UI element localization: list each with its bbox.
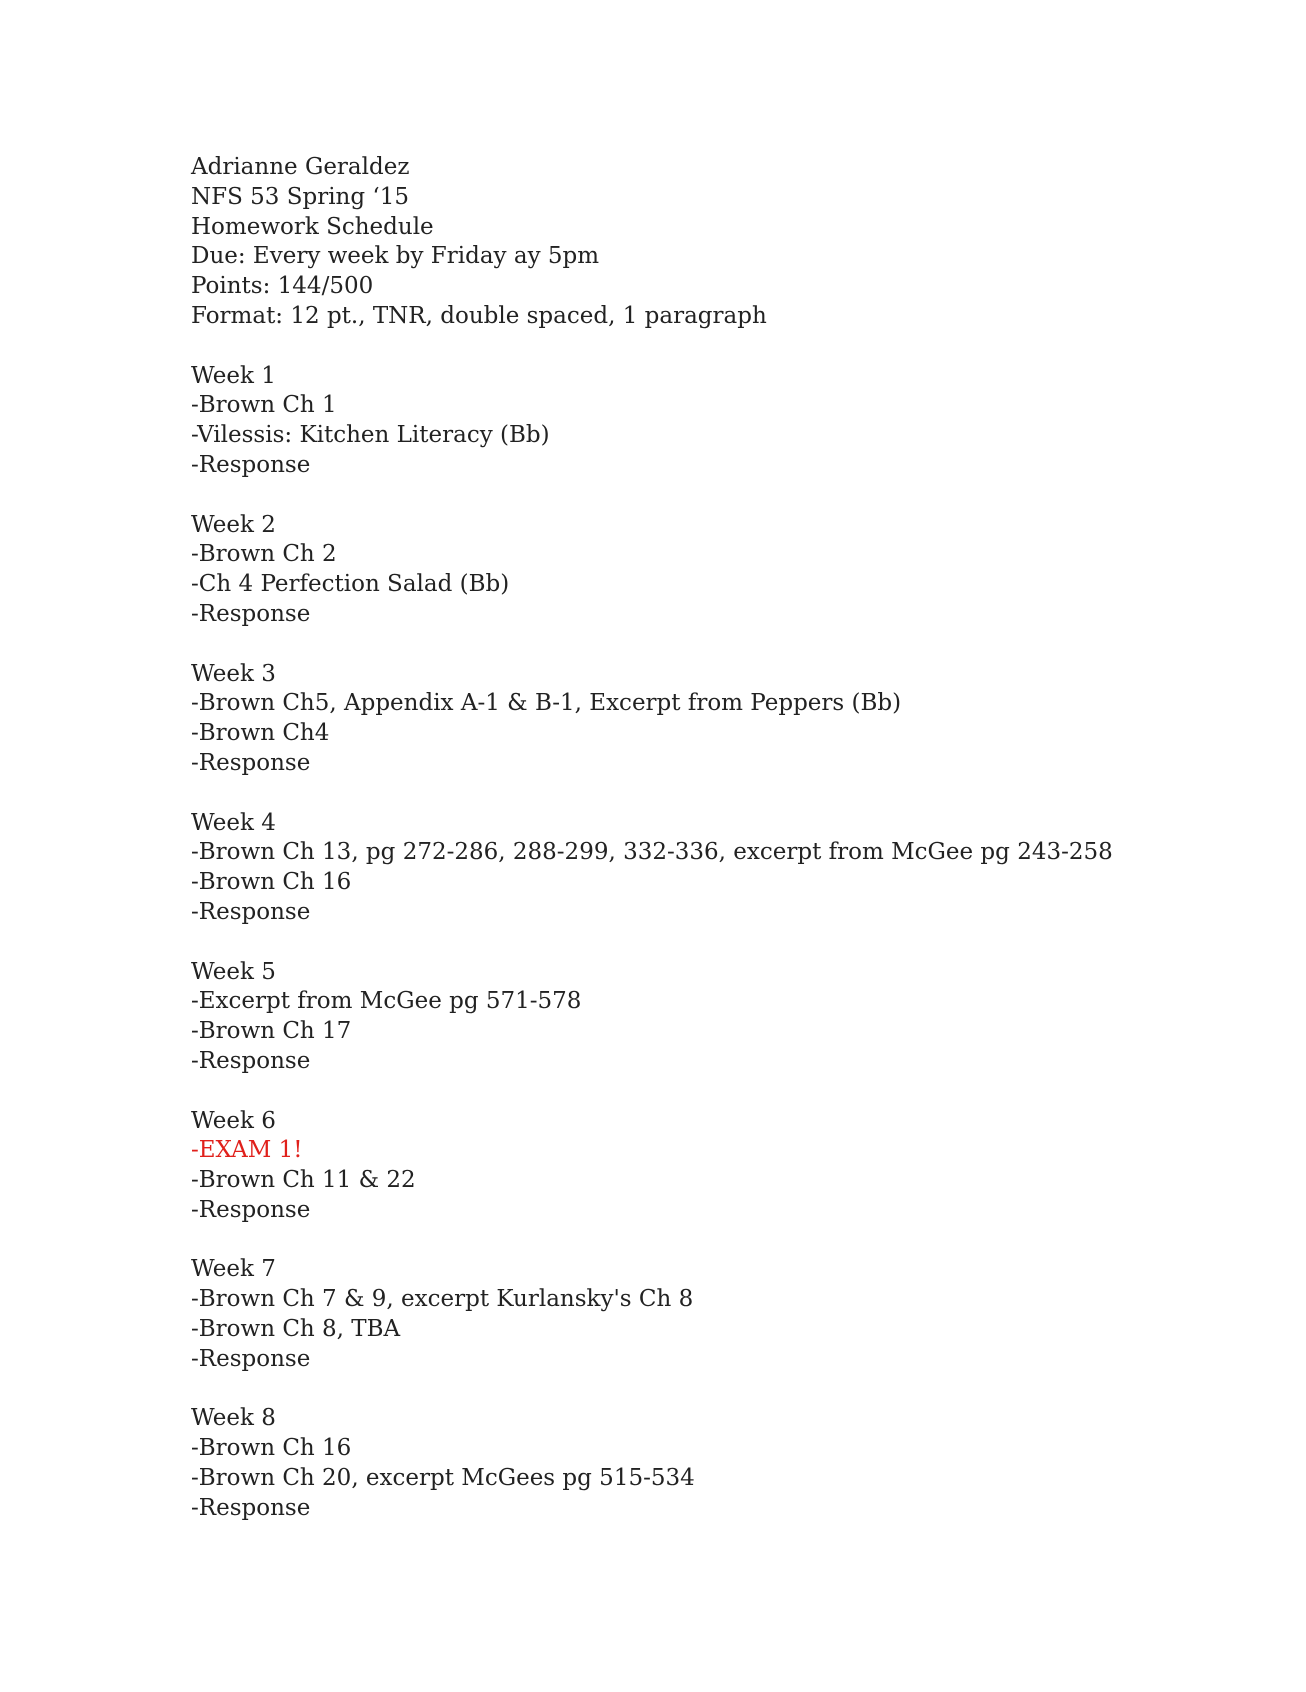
assignment-item: -Brown Ch 11 & 22 xyxy=(191,1167,416,1194)
assignment-item: -Vilessis: Kitchen Literacy (Bb) xyxy=(191,422,550,449)
week-3-block xyxy=(191,660,1251,779)
week-heading: Week 5 xyxy=(191,958,276,985)
assignment-item: -Response xyxy=(191,1345,311,1372)
week-6-block xyxy=(191,1107,1251,1226)
author-name: Adrianne Geraldez xyxy=(191,154,410,180)
assignment-item: -Brown Ch 13, pg 272-286, 288-299, 332-336, excerpt from McGee pg 243-258 xyxy=(191,839,1113,866)
week-1-block xyxy=(191,362,1251,481)
assignment-item: -Response xyxy=(191,451,311,478)
assignment-item: -Response xyxy=(191,749,311,776)
document-body xyxy=(191,153,1251,1524)
week-7-block xyxy=(191,1255,1251,1374)
week-heading: Week 8 xyxy=(191,1405,276,1432)
assignment-item: -Excerpt from McGee pg 571-578 xyxy=(191,988,582,1015)
assignment-item: -Response xyxy=(191,600,311,627)
course-name: NFS 53 Spring ‘15 xyxy=(191,183,409,210)
assignment-item: -Brown Ch 8, TBA xyxy=(191,1316,401,1343)
week-heading: Week 6 xyxy=(191,1107,276,1134)
assignment-item: -Ch 4 Perfection Salad (Bb) xyxy=(191,571,510,598)
week-heading: Week 1 xyxy=(191,362,276,389)
assignment-item: -Response xyxy=(191,1196,311,1223)
assignment-item: -Brown Ch 16 xyxy=(191,869,352,896)
assignment-item: -Response xyxy=(191,1047,311,1074)
assignment-item: -Brown Ch 7 & 9, excerpt Kurlansky's Ch 8 xyxy=(191,1286,694,1313)
header-block xyxy=(191,153,1251,332)
assignment-item: -Brown Ch4 xyxy=(191,720,330,747)
assignment-item: -Brown Ch5, Appendix A-1 & B-1, Excerpt from Peppers (Bb) xyxy=(191,690,902,717)
week-2-block xyxy=(191,511,1251,630)
assignment-item: -Response xyxy=(191,898,311,925)
assignment-item: -Brown Ch 20, excerpt McGees pg 515-534 xyxy=(191,1465,695,1492)
format-info: Format: 12 pt., TNR, double spaced, 1 paragraph xyxy=(191,302,767,329)
assignment-item: -Brown Ch 1 xyxy=(191,392,337,419)
points-info: Points: 144/500 xyxy=(191,273,374,300)
document-title: Homework Schedule xyxy=(191,213,434,240)
assignment-item: -Brown Ch 16 xyxy=(191,1435,352,1462)
week-8-block xyxy=(191,1404,1251,1523)
week-heading: Week 2 xyxy=(191,511,276,538)
assignment-item: -Response xyxy=(191,1494,311,1521)
week-heading: Week 3 xyxy=(191,660,276,687)
week-heading: Week 7 xyxy=(191,1256,276,1283)
exam-notice: -EXAM 1! xyxy=(191,1137,303,1164)
week-heading: Week 4 xyxy=(191,809,276,836)
week-5-block xyxy=(191,958,1251,1077)
assignment-item: -Brown Ch 17 xyxy=(191,1018,352,1045)
assignment-item: -Brown Ch 2 xyxy=(191,541,337,568)
week-4-block xyxy=(191,809,1251,928)
due-info: Due: Every week by Friday ay 5pm xyxy=(191,243,600,270)
